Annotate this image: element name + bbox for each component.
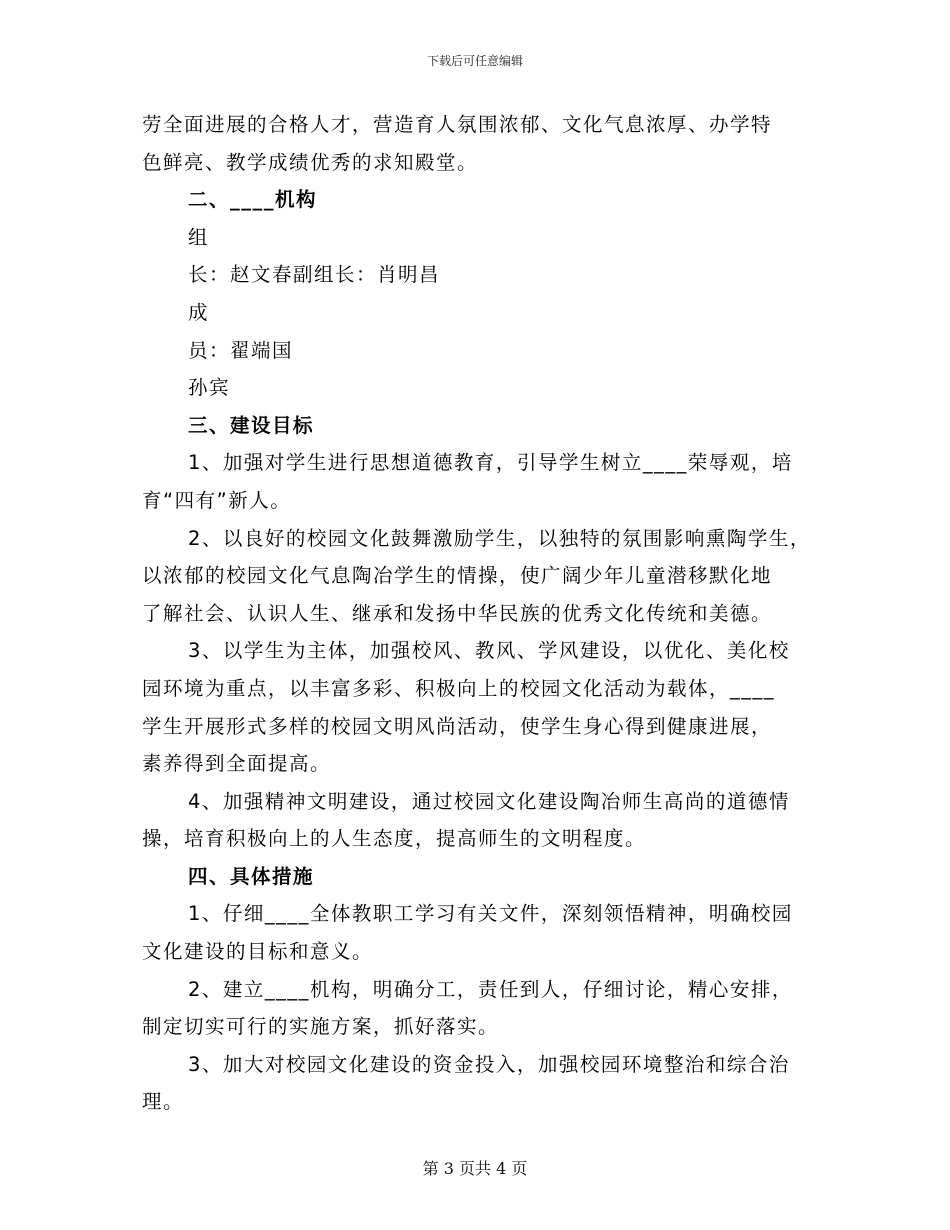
text-line: 学生开展形式多样的校园文明风尚活动，使学生身心得到健康进展， (142, 714, 773, 738)
text-line: 园环境为重点，以丰富多彩、积极向上的校园文化活动为载体，____ (142, 676, 776, 700)
text-line: 3、加大对校园文化建设的资金投入，加强校园环境整治和综合治 (188, 1052, 790, 1076)
text-line: 员：翟端国 (188, 338, 294, 362)
text-line: 素养得到全面提高。 (142, 752, 332, 776)
text-line: 色鲜亮、教学成绩优秀的求知殿堂。 (142, 150, 479, 174)
section-heading: 四、具体措施 (188, 864, 315, 888)
text-line: 4、加强精神文明建设，通过校园文化建设陶冶师生高尚的道德情 (188, 789, 790, 813)
text-line: 理。 (142, 1090, 185, 1114)
section-heading: 三、建设目标 (188, 413, 315, 437)
page-footer: 第 3 页共 4 页 (422, 1159, 528, 1178)
text-line: 1、加强对学生进行思想道德教育，引导学生树立____荣辱观，培 (188, 451, 793, 475)
text-line: 制定切实可行的实施方案，抓好落实。 (142, 1015, 500, 1039)
text-line: 2、以良好的校园文化鼓舞激励学生，以独特的氛围影响熏陶学生， (188, 526, 811, 550)
text-line: 孙宾 (188, 376, 231, 400)
text-line: 3、以学生为主体，加强校风、教风、学风建设，以优化、美化校 (188, 639, 790, 663)
text-line: 劳全面进展的合格人才，营造育人氛围浓郁、文化气息浓厚、办学特 (142, 113, 773, 136)
text-line: 操，培育积极向上的人生态度，提高师生的文明程度。 (142, 827, 647, 851)
text-line: 长：赵文春副组长：肖明昌 (188, 263, 441, 287)
text-line: 1、仔细____全体教职工学习有关文件，深刻领悟精神，明确校园 (188, 902, 793, 926)
text-line: 育“四有”新人。 (142, 488, 292, 512)
text-line: 2、建立____机构，明确分工，责任到人，仔细讨论，精心安排， (188, 977, 793, 1001)
text-line: 成 (188, 300, 210, 324)
text-line: 文化建设的目标和意义。 (142, 940, 374, 964)
section-heading: 二、____机构 (188, 188, 318, 212)
text-line: 以浓郁的校园文化气息陶冶学生的情操，使广阔少年儿童潜移默化地 (142, 564, 773, 588)
text-line: 了解社会、认识人生、继承和发扬中华民族的优秀文化传统和美德。 (142, 601, 773, 625)
page-header: 下载后可任意编辑 (426, 54, 523, 68)
document-body (142, 106, 832, 1121)
text-line: 组 (188, 225, 210, 249)
